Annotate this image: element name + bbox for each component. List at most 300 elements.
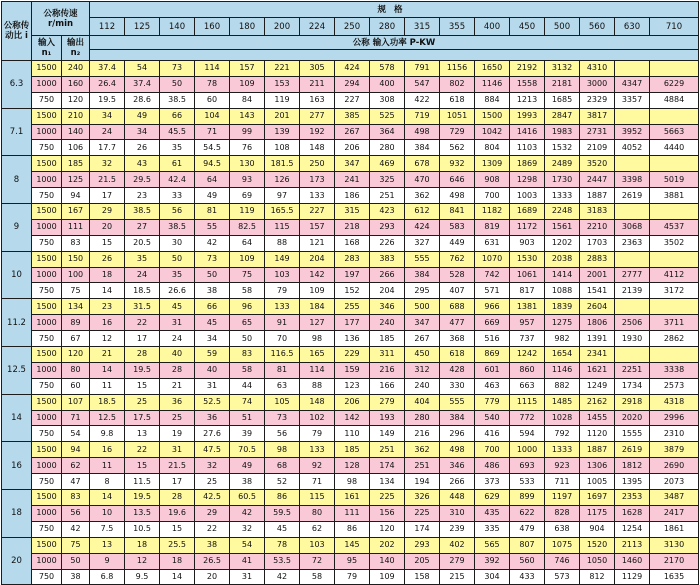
power-cell: 4884	[650, 92, 699, 108]
output-speed-header: 输出 n₂	[62, 36, 90, 61]
power-cell: 81	[195, 204, 230, 220]
power-cell: 908	[475, 172, 510, 188]
power-cell: 669	[475, 315, 510, 331]
power-cell: 555	[405, 251, 440, 267]
power-cell: 36	[195, 410, 230, 426]
power-cell: 177	[335, 315, 370, 331]
power-cell: 1730	[545, 172, 580, 188]
power-cell: 266	[370, 267, 405, 283]
output-speed-cell: 120	[62, 347, 90, 363]
power-cell: 3817	[580, 108, 615, 124]
table-row	[2, 156, 699, 172]
power-cell: 2883	[580, 251, 615, 267]
power-cell: 30	[160, 235, 195, 251]
power-cell: 402	[440, 537, 475, 553]
output-speed-cell: 80	[62, 362, 90, 378]
table-row	[2, 394, 699, 410]
power-cell: 385	[335, 108, 370, 124]
power-cell: 573	[545, 569, 580, 585]
power-cell: 45	[265, 521, 300, 537]
power-cell: 136	[335, 331, 370, 347]
power-cell: 2113	[615, 537, 650, 553]
power-cell: 60	[195, 92, 230, 108]
power-cell: 192	[300, 124, 335, 140]
ratio-cell: 14	[2, 394, 32, 442]
power-cell: 185	[335, 442, 370, 458]
power-cell: 37.4	[125, 76, 160, 92]
power-cell: 424	[405, 219, 440, 235]
power-cell: 594	[510, 426, 545, 442]
power-cell: 91	[265, 315, 300, 331]
table-row	[2, 490, 699, 506]
power-cell: 227	[300, 204, 335, 220]
input-speed-header: 输入 n₁	[32, 36, 62, 61]
power-cell: 102	[300, 410, 335, 426]
power-cell: 4052	[615, 140, 650, 156]
power-cell: 128	[335, 458, 370, 474]
power-cell: 97	[265, 188, 300, 204]
power-cell: 6.8	[90, 569, 125, 585]
power-cell: 17	[90, 188, 125, 204]
output-speed-cell: 120	[62, 92, 90, 108]
power-cell: 50	[160, 76, 195, 92]
power-cell: 2329	[580, 92, 615, 108]
power-cell: 498	[440, 442, 475, 458]
power-cell: 83	[230, 347, 265, 363]
ratio-cell: 20	[2, 537, 32, 585]
power-cell	[615, 204, 650, 220]
power-cell: 24	[90, 124, 125, 140]
power-cell: 2210	[580, 219, 615, 235]
power-cell	[650, 347, 699, 363]
power-cell: 1455	[580, 410, 615, 426]
power-cell: 700	[475, 442, 510, 458]
power-cell: 2777	[615, 267, 650, 283]
power-cell: 2506	[615, 315, 650, 331]
input-speed-cell: 1000	[32, 219, 62, 235]
power-cell: 1070	[475, 251, 510, 267]
input-speed-cell: 1500	[32, 537, 62, 553]
power-cell	[615, 251, 650, 267]
power-cell: 133	[300, 188, 335, 204]
power-cell: 2918	[615, 394, 650, 410]
power-cell: 565	[475, 537, 510, 553]
power-cell: 547	[405, 76, 440, 92]
power-cell: 819	[475, 219, 510, 235]
power-cell: 791	[405, 61, 440, 77]
power-cell: 240	[405, 378, 440, 394]
power-cell: 1460	[615, 553, 650, 569]
power-cell: 70	[265, 331, 300, 347]
power-cell: 533	[510, 474, 545, 490]
power-cell: 383	[370, 251, 405, 267]
power-cell: 2573	[650, 378, 699, 394]
power-cell: 2447	[580, 172, 615, 188]
power-cell: 2489	[545, 156, 580, 172]
power-cell: 711	[545, 474, 580, 490]
power-cell: 2310	[650, 426, 699, 442]
power-cell: 2109	[580, 140, 615, 156]
power-cell: 24	[125, 267, 160, 283]
power-cell: 540	[475, 410, 510, 426]
size-header-cell: 450	[510, 18, 545, 36]
power-header: 公称 输入功率 P-KW	[90, 36, 699, 50]
power-cell: 38	[195, 283, 230, 299]
power-cell: 2248	[545, 204, 580, 220]
power-cell	[650, 299, 699, 315]
power-cell: 2020	[615, 410, 650, 426]
power-cell: 17	[125, 331, 160, 347]
power-cell: 663	[510, 378, 545, 394]
power-cell: 99	[230, 124, 265, 140]
power-cell: 98	[300, 331, 335, 347]
power-cell: 142	[335, 410, 370, 426]
power-cell: 562	[440, 140, 475, 156]
power-cell: 255	[335, 299, 370, 315]
power-cell: 145	[335, 537, 370, 553]
power-cell: 384	[440, 410, 475, 426]
power-cell: 39	[230, 426, 265, 442]
output-speed-cell: 210	[62, 108, 90, 124]
power-cell: 516	[475, 331, 510, 347]
table-row	[2, 235, 699, 251]
output-speed-cell: 89	[62, 315, 90, 331]
power-cell: 31	[160, 442, 195, 458]
power-cell: 161	[335, 490, 370, 506]
power-cell: 3000	[580, 76, 615, 92]
power-cell: 2162	[580, 394, 615, 410]
power-cell: 772	[510, 410, 545, 426]
power-cell: 92	[300, 458, 335, 474]
power-cell: 116.5	[265, 347, 300, 363]
power-cell: 16	[90, 442, 125, 458]
power-cell: 2363	[615, 235, 650, 251]
input-speed-cell: 1500	[32, 394, 62, 410]
power-cell: 134	[370, 474, 405, 490]
power-cell: 448	[440, 490, 475, 506]
power-cell: 251	[405, 458, 440, 474]
power-cell: 31	[160, 315, 195, 331]
size-header-cell: 400	[475, 18, 510, 36]
power-cell: 84	[230, 92, 265, 108]
power-cell: 279	[370, 394, 405, 410]
power-cell: 54	[125, 61, 160, 77]
input-speed-cell: 1000	[32, 410, 62, 426]
power-cell: 860	[510, 362, 545, 378]
power-cell: 45	[160, 299, 195, 315]
table-row	[2, 188, 699, 204]
power-cell: 4112	[650, 267, 699, 283]
input-speed-cell: 1500	[32, 61, 62, 77]
power-cell: 1839	[545, 299, 580, 315]
power-cell: 1120	[580, 426, 615, 442]
power-cell: 1628	[615, 505, 650, 521]
input-speed-cell: 1500	[32, 108, 62, 124]
power-cell: 335	[475, 521, 510, 537]
power-cell: 2417	[650, 505, 699, 521]
table-row	[2, 521, 699, 537]
header-spacer	[90, 50, 699, 61]
power-cell: 678	[405, 156, 440, 172]
power-cell: 1254	[615, 521, 650, 537]
power-cell: 38.5	[160, 219, 195, 235]
power-cell: 202	[370, 537, 405, 553]
power-cell: 14	[90, 283, 125, 299]
power-cell: 622	[510, 505, 545, 521]
power-cell: 21.5	[90, 172, 125, 188]
power-cell: 109	[230, 76, 265, 92]
power-cell: 81	[265, 362, 300, 378]
power-cell: 293	[405, 537, 440, 553]
power-cell: 3068	[615, 219, 650, 235]
power-cell: 94.5	[195, 156, 230, 172]
output-speed-cell: 94	[62, 188, 90, 204]
power-cell: 719	[405, 108, 440, 124]
power-cell: 560	[510, 553, 545, 569]
table-row	[2, 331, 699, 347]
size-header-cell: 250	[335, 18, 370, 36]
power-cell: 44	[230, 378, 265, 394]
output-speed-cell: 83	[62, 235, 90, 251]
output-speed-cell: 71	[62, 410, 90, 426]
power-cell: 56	[265, 426, 300, 442]
power-cell: 3487	[650, 490, 699, 506]
input-speed-cell: 1500	[32, 204, 62, 220]
power-cell: 123	[335, 378, 370, 394]
ratio-cell: 16	[2, 442, 32, 490]
input-speed-cell: 1000	[32, 505, 62, 521]
power-cell: 63	[265, 378, 300, 394]
table-row	[2, 267, 699, 283]
power-cell: 807	[510, 537, 545, 553]
power-cell: 21	[160, 378, 195, 394]
power-cell: 42.4	[160, 172, 195, 188]
size-header-cell: 112	[90, 18, 125, 36]
power-cell: 36	[160, 394, 195, 410]
power-cell: 88	[300, 378, 335, 394]
ratio-cell: 8	[2, 156, 32, 204]
power-cell: 95	[335, 553, 370, 569]
power-cell: 22	[195, 521, 230, 537]
power-cell: 326	[405, 490, 440, 506]
power-cell: 1689	[510, 204, 545, 220]
power-cell: 1635	[650, 569, 699, 585]
power-cell: 828	[545, 505, 580, 521]
power-cell: 229	[335, 347, 370, 363]
output-speed-cell: 38	[62, 569, 90, 585]
power-cell: 2139	[615, 283, 650, 299]
power-cell: 21	[90, 347, 125, 363]
power-cell: 23	[90, 299, 125, 315]
power-cell: 156	[370, 505, 405, 521]
power-cell: 109	[300, 283, 335, 299]
power-cell: 52	[265, 474, 300, 490]
input-speed-cell: 750	[32, 474, 62, 490]
power-cell: 53.5	[265, 553, 300, 569]
input-speed-cell: 1000	[32, 124, 62, 140]
power-cell: 119	[230, 204, 265, 220]
power-cell: 400	[370, 76, 405, 92]
ratio-header: 公称传动比 i	[2, 2, 32, 61]
power-cell: 295	[405, 283, 440, 299]
power-cell: 16	[90, 315, 125, 331]
power-cell: 98	[335, 474, 370, 490]
power-cell: 1146	[475, 76, 510, 92]
power-cell: 1333	[545, 188, 580, 204]
reducer-power-table	[1, 1, 699, 585]
power-cell: 206	[335, 140, 370, 156]
power-cell: 423	[370, 204, 405, 220]
power-cell: 251	[370, 442, 405, 458]
power-cell: 1061	[510, 267, 545, 283]
power-cell: 1983	[545, 124, 580, 140]
power-cell: 17.7	[90, 140, 125, 156]
power-cell: 450	[405, 347, 440, 363]
power-cell: 346	[370, 299, 405, 315]
power-cell: 2619	[615, 188, 650, 204]
power-cell: 201	[265, 108, 300, 124]
power-cell: 1213	[510, 92, 545, 108]
power-cell: 45	[195, 315, 230, 331]
power-cell: 310	[440, 505, 475, 521]
power-cell: 86	[265, 490, 300, 506]
power-cell: 737	[510, 331, 545, 347]
power-cell: 11	[90, 378, 125, 394]
power-cell	[650, 156, 699, 172]
output-speed-cell: 47	[62, 474, 90, 490]
input-speed-cell: 750	[32, 569, 62, 585]
power-cell: 86	[335, 521, 370, 537]
power-cell: 266	[440, 474, 475, 490]
power-cell: 153	[265, 76, 300, 92]
power-cell: 54	[230, 537, 265, 553]
power-cell: 802	[440, 76, 475, 92]
power-cell: 305	[300, 61, 335, 77]
input-speed-cell: 1500	[32, 442, 62, 458]
output-speed-cell: 106	[62, 140, 90, 156]
power-cell: 812	[580, 569, 615, 585]
power-cell: 15	[125, 378, 160, 394]
power-cell: 3130	[650, 537, 699, 553]
power-cell: 26	[125, 140, 160, 156]
power-cell: 2170	[650, 553, 699, 569]
power-cell: 1806	[580, 315, 615, 331]
power-cell: 25	[125, 394, 160, 410]
power-cell: 215	[440, 569, 475, 585]
table-row	[2, 553, 699, 569]
power-cell	[615, 299, 650, 315]
power-cell: 1103	[510, 140, 545, 156]
input-speed-cell: 1000	[32, 458, 62, 474]
power-cell: 9	[90, 553, 125, 569]
power-cell: 3952	[615, 124, 650, 140]
power-cell: 37.4	[90, 61, 125, 77]
power-cell: 3881	[650, 188, 699, 204]
power-cell: 267	[335, 124, 370, 140]
power-cell: 114	[195, 61, 230, 77]
input-speed-cell: 1000	[32, 172, 62, 188]
power-cell: 15	[90, 235, 125, 251]
power-cell: 205	[405, 553, 440, 569]
power-cell: 629	[475, 490, 510, 506]
power-cell: 148	[300, 394, 335, 410]
power-cell: 1306	[580, 458, 615, 474]
power-cell: 49	[230, 458, 265, 474]
power-cell: 932	[440, 156, 475, 172]
power-cell: 899	[510, 490, 545, 506]
power-cell: 1146	[545, 362, 580, 378]
power-cell: 2038	[545, 251, 580, 267]
power-cell	[650, 108, 699, 124]
power-cell: 19.5	[90, 92, 125, 108]
power-cell: 152	[335, 283, 370, 299]
table-row	[2, 458, 699, 474]
power-cell: 1500	[475, 108, 510, 124]
power-cell: 31	[195, 378, 230, 394]
power-cell: 96	[230, 299, 265, 315]
table-row	[2, 283, 699, 299]
power-cell: 14	[90, 490, 125, 506]
table-row	[2, 410, 699, 426]
power-cell: 779	[475, 394, 510, 410]
power-cell: 49	[195, 188, 230, 204]
power-cell: 327	[405, 235, 440, 251]
power-cell: 1129	[615, 569, 650, 585]
power-cell: 1654	[545, 347, 580, 363]
power-cell: 304	[475, 569, 510, 585]
ratio-cell: 18	[2, 490, 32, 538]
power-cell: 3502	[650, 235, 699, 251]
power-cell: 404	[405, 394, 440, 410]
power-cell: 40	[160, 347, 195, 363]
power-cell: 28	[125, 347, 160, 363]
power-cell: 18	[90, 267, 125, 283]
power-cell: 126	[265, 172, 300, 188]
power-cell: 3357	[615, 92, 650, 108]
power-cell: 50	[230, 331, 265, 347]
table-row	[2, 347, 699, 363]
power-cell: 142	[300, 267, 335, 283]
power-cell: 165	[300, 347, 335, 363]
power-cell: 34	[125, 124, 160, 140]
power-cell: 226	[370, 235, 405, 251]
power-cell: 13	[90, 537, 125, 553]
output-speed-cell: 42	[62, 521, 90, 537]
power-cell: 33	[160, 188, 195, 204]
power-cell: 130	[230, 156, 265, 172]
power-cell: 1075	[545, 537, 580, 553]
power-cell: 27.6	[195, 426, 230, 442]
power-cell: 5019	[650, 172, 699, 188]
power-cell: 38.5	[125, 204, 160, 220]
power-cell: 384	[405, 267, 440, 283]
input-speed-cell: 1000	[32, 553, 62, 569]
power-cell: 45.5	[160, 124, 195, 140]
power-cell: 1202	[545, 235, 580, 251]
power-cell: 206	[335, 394, 370, 410]
size-header-cell: 180	[230, 18, 265, 36]
output-speed-cell: 240	[62, 61, 90, 77]
power-cell: 66	[160, 108, 195, 124]
size-header-cell: 355	[440, 18, 475, 36]
power-cell: 368	[440, 331, 475, 347]
power-cell: 1685	[545, 92, 580, 108]
power-cell: 75	[230, 267, 265, 283]
power-cell: 103	[265, 267, 300, 283]
power-cell: 73	[195, 251, 230, 267]
power-cell: 173	[300, 172, 335, 188]
power-cell: 204	[300, 251, 335, 267]
